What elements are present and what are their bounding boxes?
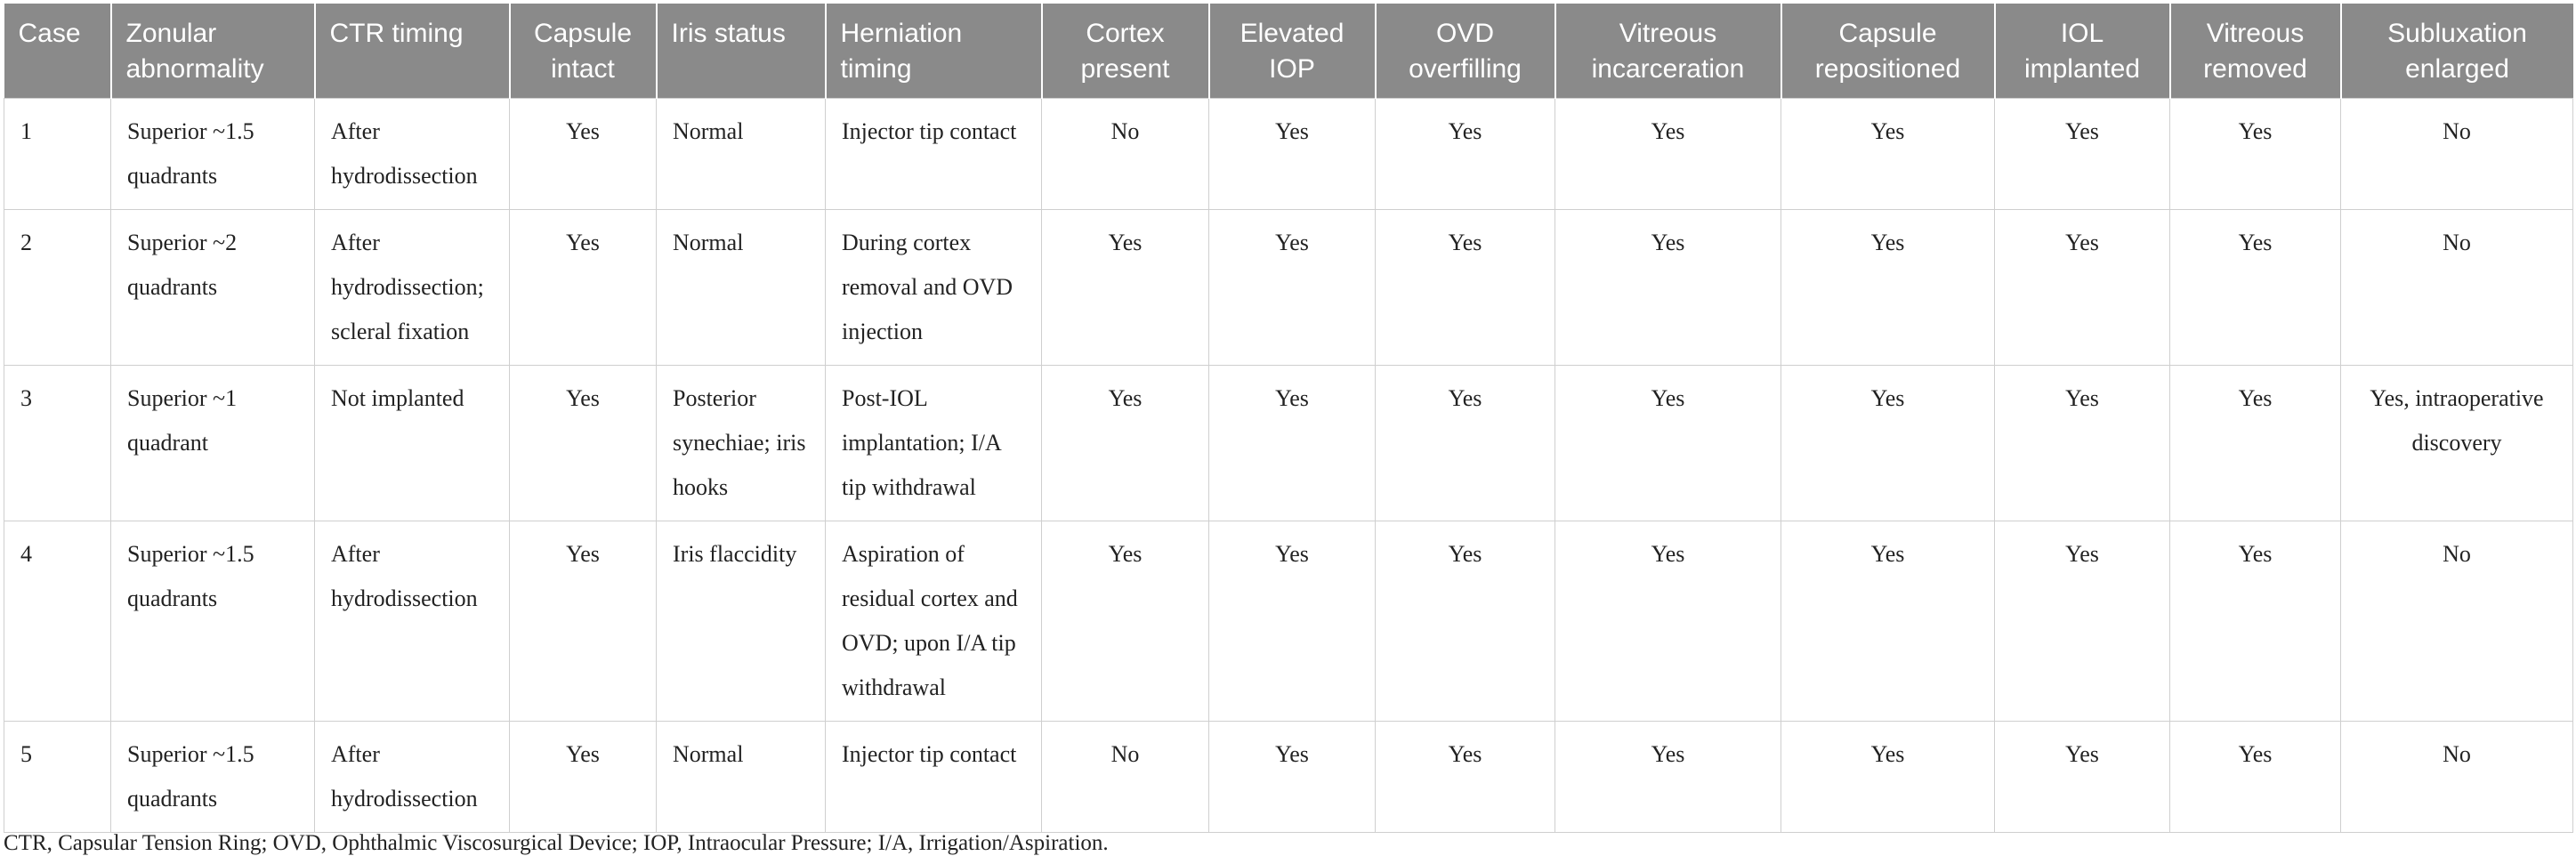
table-cell: Normal (657, 722, 826, 833)
table-row (4, 521, 2573, 722)
table-cell: Yes (2170, 366, 2341, 521)
table-cell: Yes (1781, 99, 1995, 210)
column-header: Capsule repositioned (1781, 4, 1995, 99)
column-header: Capsule intact (510, 4, 657, 99)
column-header: Zonular abnormality (111, 4, 315, 99)
table-cell: Yes (1209, 366, 1376, 521)
table-cell: Yes (2170, 521, 2341, 722)
table-cell: Yes (1209, 521, 1376, 722)
table-cell: Yes (1376, 521, 1555, 722)
table-cell: No (2341, 210, 2573, 366)
table-cell: Normal (657, 210, 826, 366)
table-row (4, 722, 2573, 833)
table-cell: Yes (1995, 99, 2170, 210)
table-row (4, 99, 2573, 210)
table-footnote: CTR, Capsular Tension Ring; OVD, Ophthalmic Viscosurgical Device; IOP, Intraocular Pressure; I/A, Irrigation/Aspiration. (4, 831, 1109, 855)
column-header: Herniation timing (826, 4, 1042, 99)
table-cell: Yes (1042, 521, 1209, 722)
header-row (4, 4, 2573, 99)
table-row (4, 210, 2573, 366)
table-cell: Injector tip contact (826, 722, 1042, 833)
table-cell: Yes (1042, 210, 1209, 366)
table-cell: No (1042, 722, 1209, 833)
table-cell: Yes (1209, 722, 1376, 833)
table-cell: Yes (1555, 366, 1781, 521)
table-cell: Injector tip contact (826, 99, 1042, 210)
table-cell: Post-IOL implantation; I/A tip withdrawal (826, 366, 1042, 521)
table-cell: After hydrodissection (315, 722, 510, 833)
table-cell: No (1042, 99, 1209, 210)
column-header: OVD overfilling (1376, 4, 1555, 99)
table-cell: Yes (1995, 722, 2170, 833)
table-cell: 5 (4, 722, 111, 833)
table-cell: No (2341, 99, 2573, 210)
column-header: Cortex present (1042, 4, 1209, 99)
column-header: CTR timing (315, 4, 510, 99)
table-cell: Yes (1209, 99, 1376, 210)
table-cell: Not implanted (315, 366, 510, 521)
table-cell: Yes (1995, 366, 2170, 521)
table-cell: Iris flaccidity (657, 521, 826, 722)
column-header: Case (4, 4, 111, 99)
table-container (4, 4, 2572, 833)
table-cell: 3 (4, 366, 111, 521)
table-cell: Yes (510, 210, 657, 366)
table-cell: Yes (1376, 366, 1555, 521)
table-body (4, 99, 2573, 833)
table-cell: Yes (2170, 722, 2341, 833)
table-row (4, 366, 2573, 521)
table-cell: No (2341, 521, 2573, 722)
table-cell: Yes (1555, 521, 1781, 722)
table-cell: Yes (2170, 99, 2341, 210)
column-header: Iris status (657, 4, 826, 99)
table-cell: Yes (1209, 210, 1376, 366)
table-cell: Yes (1555, 210, 1781, 366)
column-header: Subluxation enlarged (2341, 4, 2573, 99)
table-cell: Yes (1781, 210, 1995, 366)
column-header: Vitreous incarceration (1555, 4, 1781, 99)
table-cell: 1 (4, 99, 111, 210)
table-cell: Yes, intraoperative discovery (2341, 366, 2573, 521)
table-cell: Yes (1995, 521, 2170, 722)
table-cell: Superior ~1 quadrant (111, 366, 315, 521)
table-cell: Superior ~2 quadrants (111, 210, 315, 366)
table-cell: 4 (4, 521, 111, 722)
table-cell: Yes (1376, 722, 1555, 833)
table-cell: 2 (4, 210, 111, 366)
table-cell: After hydrodissection (315, 99, 510, 210)
table-cell: Normal (657, 99, 826, 210)
table-cell: Yes (510, 366, 657, 521)
table-cell: Yes (1555, 99, 1781, 210)
table-cell: Yes (1781, 722, 1995, 833)
case-table (4, 4, 2573, 833)
table-cell: Superior ~1.5 quadrants (111, 521, 315, 722)
table-cell: Yes (2170, 210, 2341, 366)
table-cell: Yes (1376, 99, 1555, 210)
table-cell: Superior ~1.5 quadrants (111, 722, 315, 833)
table-cell: During cortex removal and OVD injection (826, 210, 1042, 366)
table-cell: Yes (510, 521, 657, 722)
table-cell: After hydrodissection; scleral fixation (315, 210, 510, 366)
column-header: Vitreous removed (2170, 4, 2341, 99)
table-cell: No (2341, 722, 2573, 833)
table-cell: Yes (510, 722, 657, 833)
table-cell: Yes (510, 99, 657, 210)
table-cell: Yes (1781, 366, 1995, 521)
table-cell: Yes (1376, 210, 1555, 366)
table-cell: Posterior synechiae; iris hooks (657, 366, 826, 521)
table-cell: Yes (1042, 366, 1209, 521)
table-cell: Aspiration of residual cortex and OVD; upon I/A tip withdrawal (826, 521, 1042, 722)
column-header: IOL implanted (1995, 4, 2170, 99)
table-cell: Yes (1781, 521, 1995, 722)
table-cell: Yes (1555, 722, 1781, 833)
table-cell: After hydrodissection (315, 521, 510, 722)
table-cell: Yes (1995, 210, 2170, 366)
table-cell: Superior ~1.5 quadrants (111, 99, 315, 210)
column-header: Elevated IOP (1209, 4, 1376, 99)
